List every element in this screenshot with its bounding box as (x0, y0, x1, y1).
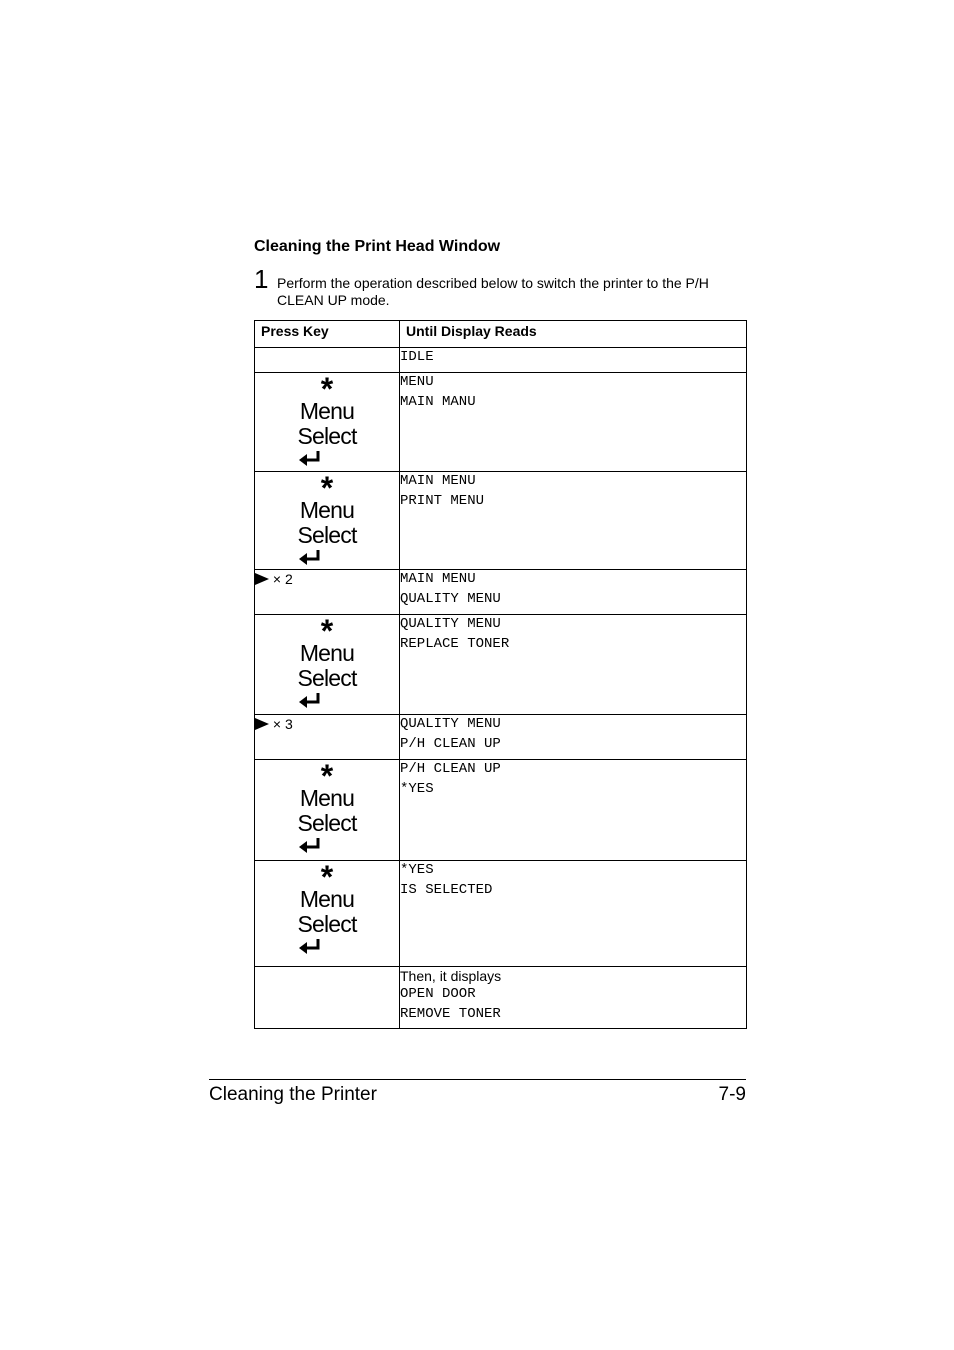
key-cell (255, 861, 400, 967)
menu-select-key (297, 859, 357, 957)
display-cell (400, 615, 747, 715)
key-cell (255, 760, 400, 861)
key-cell (255, 373, 400, 472)
display-cell (400, 373, 747, 472)
key-sequence-table (254, 320, 747, 1029)
menu-select-key (297, 613, 357, 711)
table-row (255, 967, 747, 1029)
column-header-display: Until Display Reads (400, 321, 747, 348)
display-text: IDLE (400, 349, 434, 365)
asterisk-icon: * (320, 613, 334, 649)
display-cell (400, 348, 747, 373)
asterisk-icon: * (320, 470, 334, 506)
press-count: × 2 (272, 571, 293, 587)
display-text: MENU MAIN MANU (400, 374, 476, 410)
menu-key-label: Menu (299, 785, 355, 811)
table-row (255, 760, 747, 861)
right-arrow-key-icon (255, 573, 269, 585)
footer-divider (209, 1079, 746, 1080)
display-text: *YES IS SELECTED (400, 862, 493, 898)
display-text: MAIN MENU PRINT MENU (400, 473, 485, 509)
key-cell (255, 472, 400, 570)
key-cell-empty (255, 348, 400, 373)
menu-select-key (297, 758, 357, 856)
select-key-label: Select (297, 423, 357, 449)
display-text: OPEN DOOR REMOVE TONER (400, 986, 501, 1022)
column-header-press-key: Press Key (255, 321, 400, 348)
enter-arrow-icon (297, 548, 323, 568)
asterisk-icon: * (320, 371, 334, 407)
menu-key-label: Menu (299, 640, 355, 666)
select-key-label: Select (297, 810, 357, 836)
table-row (255, 715, 747, 760)
table-row (255, 348, 747, 373)
enter-arrow-icon (297, 449, 323, 469)
press-count: × 3 (272, 716, 293, 732)
display-cell (400, 967, 747, 1029)
select-key-label: Select (297, 522, 357, 548)
display-text: P/H CLEAN UP *YES (400, 761, 501, 797)
display-cell (400, 760, 747, 861)
asterisk-icon: * (320, 859, 334, 895)
enter-arrow-icon (297, 836, 323, 856)
table-row (255, 861, 747, 967)
menu-select-key (297, 470, 357, 568)
table-row (255, 615, 747, 715)
display-cell (400, 861, 747, 967)
key-cell (255, 715, 400, 760)
display-cell (400, 715, 747, 760)
display-cell (400, 472, 747, 570)
table-row (255, 570, 747, 615)
select-key-label: Select (297, 665, 357, 691)
menu-key-label: Menu (299, 497, 355, 523)
table-row (255, 373, 747, 472)
display-text: MAIN MENU QUALITY MENU (400, 571, 501, 607)
table-row (255, 472, 747, 570)
table-header-row (255, 321, 747, 348)
display-cell (400, 570, 747, 615)
footer-section-title: Cleaning the Printer (209, 1084, 377, 1105)
menu-key-label: Menu (299, 886, 355, 912)
enter-arrow-icon (297, 691, 323, 711)
key-cell (255, 570, 400, 615)
step-text: Perform the operation described below to switch the printer to the P/H CLEAN UP mode. (277, 275, 709, 308)
footer-page-number: 7-9 (718, 1084, 746, 1105)
enter-arrow-icon (297, 937, 323, 957)
key-cell (255, 615, 400, 715)
display-note: Then, it displays (400, 968, 502, 984)
right-arrow-key-icon (255, 718, 269, 730)
display-text: QUALITY MENU P/H CLEAN UP (400, 716, 501, 752)
display-text: QUALITY MENU REPLACE TONER (400, 616, 510, 652)
step-number: 1 (254, 264, 269, 294)
menu-select-key (297, 371, 357, 469)
section-heading: Cleaning the Print Head Window (254, 238, 501, 255)
select-key-label: Select (297, 911, 357, 937)
asterisk-icon: * (320, 758, 334, 794)
key-cell-empty (255, 967, 400, 1029)
menu-key-label: Menu (299, 398, 355, 424)
